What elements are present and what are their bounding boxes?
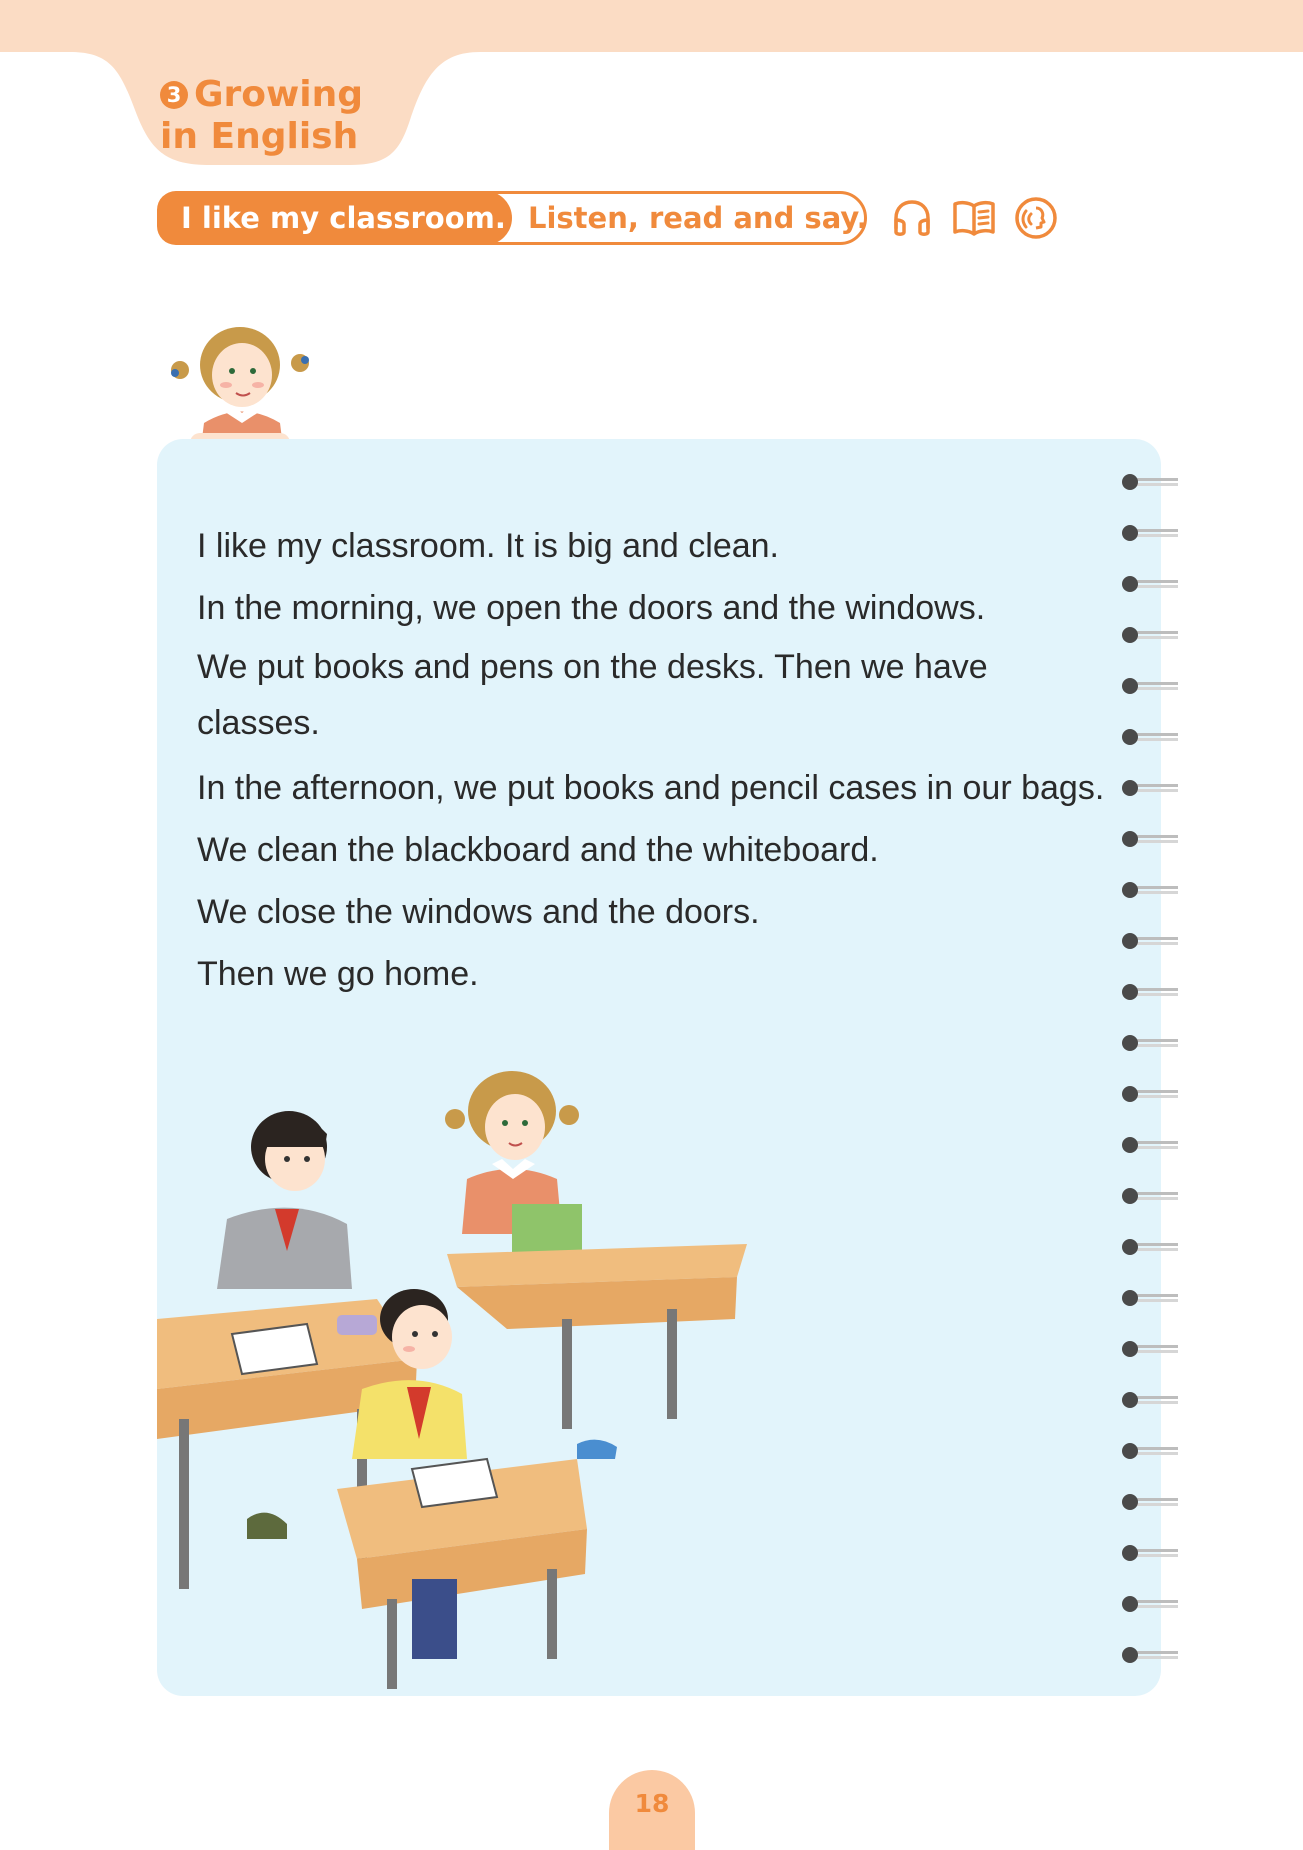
passage-line: We put books and pens on the desks. Then we have classes.: [197, 648, 988, 742]
spiral-ring: [1122, 525, 1178, 541]
book-icon[interactable]: [950, 194, 998, 242]
notebook-spiral: [1118, 470, 1180, 1670]
spiral-ring: [1122, 780, 1178, 796]
spiral-ring: [1122, 1545, 1178, 1561]
passage-line: I like my classroom. It is big and clean.: [197, 527, 780, 565]
spiral-ring: [1122, 1035, 1178, 1051]
spiral-ring: [1122, 1392, 1178, 1408]
spiral-ring: [1122, 1443, 1178, 1459]
spiral-ring: [1122, 474, 1178, 490]
unit-title-line1: Growing: [194, 74, 364, 115]
spiral-ring: [1122, 1086, 1178, 1102]
spiral-ring: [1122, 1494, 1178, 1510]
spiral-ring: [1122, 933, 1178, 949]
classroom-students-illustration: [157, 1019, 757, 1696]
spiral-ring: [1122, 1137, 1178, 1153]
unit-title-line2: in English: [160, 116, 359, 157]
spiral-ring: [1122, 678, 1178, 694]
spiral-ring: [1122, 984, 1178, 1000]
spiral-ring: [1122, 1647, 1178, 1663]
spiral-ring: [1122, 882, 1178, 898]
spiral-ring: [1122, 1290, 1178, 1306]
passage-line: We clean the blackboard and the whiteboard.: [197, 831, 879, 869]
passage-line: In the morning, we open the doors and the windows.: [197, 589, 986, 627]
spiral-ring: [1122, 831, 1178, 847]
unit-title: [160, 74, 363, 158]
passage-line: In the afternoon, we put books and pencil cases in our bags.: [197, 769, 1105, 807]
headphones-icon[interactable]: [888, 194, 936, 242]
spiral-ring: [1122, 729, 1178, 745]
girl-reading-illustration: [160, 305, 320, 455]
lesson-bar: [157, 191, 867, 245]
lesson-title: I like my classroom.: [157, 191, 512, 245]
speaking-icon[interactable]: [1012, 194, 1060, 242]
girl-at-desk: [445, 1071, 747, 1459]
page-number: 18: [609, 1770, 695, 1850]
unit-number-badge: 3: [160, 81, 188, 109]
spiral-ring: [1122, 1596, 1178, 1612]
reading-panel: [157, 439, 1161, 1696]
spiral-ring: [1122, 627, 1178, 643]
spiral-ring: [1122, 1188, 1178, 1204]
spiral-ring: [1122, 1341, 1178, 1357]
passage-line: Then we go home.: [197, 955, 479, 993]
spiral-ring: [1122, 576, 1178, 592]
lesson-instruction: Listen, read and say.: [528, 201, 868, 235]
passage-line: We close the windows and the doors.: [197, 893, 760, 931]
reading-passage: [197, 515, 1127, 1005]
spiral-ring: [1122, 1239, 1178, 1255]
